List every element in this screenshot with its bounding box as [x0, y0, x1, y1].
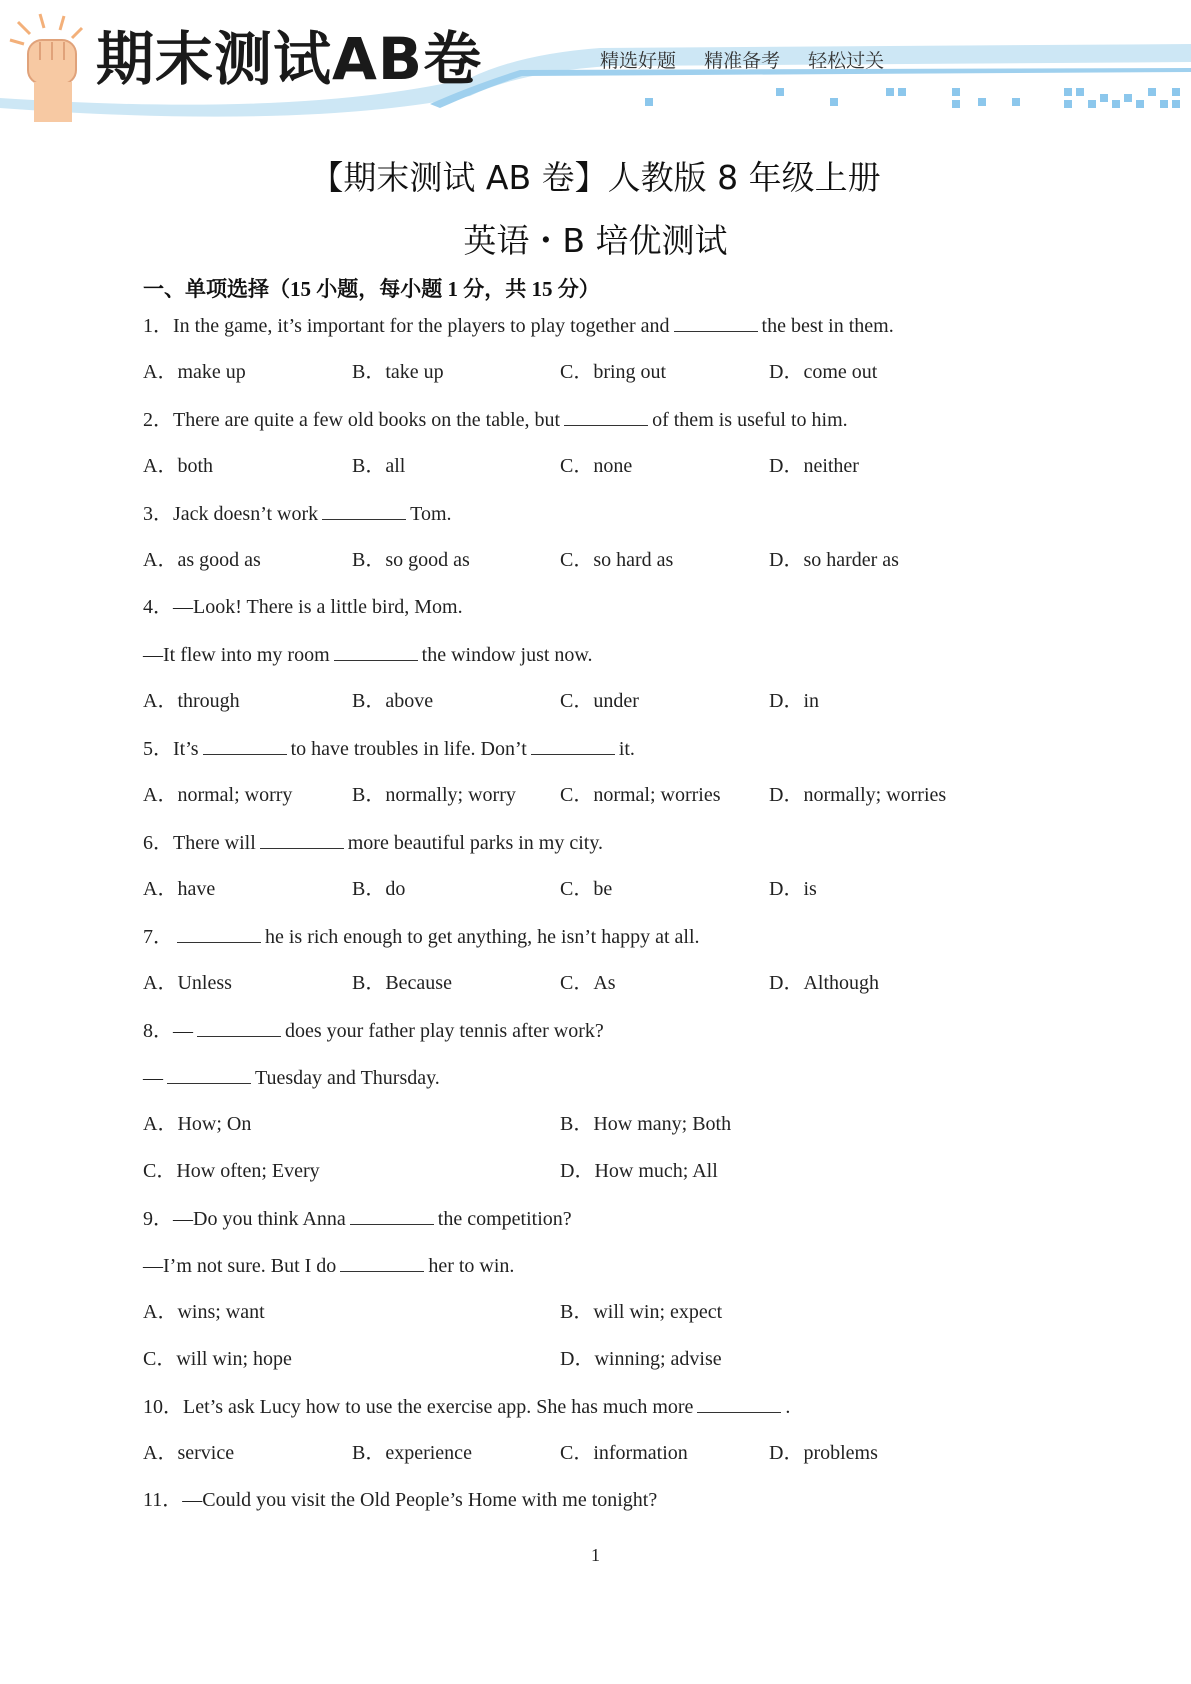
slogan-2: 精准备考: [704, 50, 781, 72]
question-text: .: [785, 1396, 791, 1418]
answer-blank: [203, 736, 287, 755]
question-9-reply: [143, 1253, 514, 1278]
option-d: D．winning; advise: [560, 1348, 722, 1370]
question-text: —Look! There is a little bird, Mom.: [173, 596, 463, 618]
answer-blank: [334, 642, 418, 661]
question-text: Tom.: [410, 503, 452, 525]
question-text: —Could you visit the Old People’s Home with me tonight?: [182, 1489, 658, 1511]
answer-blank: [697, 1394, 781, 1413]
question-text: In the game, it’s important for the players to play together and: [173, 315, 670, 337]
question-number: 3．: [143, 503, 173, 525]
question-number: 6．: [143, 832, 173, 854]
option-d: D．is: [769, 878, 817, 900]
question-text: does your father play tennis after work?: [285, 1020, 604, 1042]
question-text: There will: [173, 832, 256, 854]
option-d: D．normally; worries: [769, 784, 947, 806]
option-b: B．experience: [352, 1442, 472, 1464]
question-text: the best in them.: [761, 315, 894, 337]
section-heading: 一、单项选择（15 小题，每小题 1 分，共 15 分）: [143, 277, 600, 301]
question-text: Tuesday and Thursday.: [255, 1067, 440, 1089]
question-text: —: [173, 1020, 193, 1042]
question-text: to have troubles in life. Don’t: [290, 738, 527, 760]
slogan-3: 轻松过关: [808, 50, 885, 72]
option-a: A．service: [143, 1442, 235, 1464]
option-b: B．do: [352, 878, 406, 900]
brand-title: 期末测试AB卷: [96, 25, 483, 93]
page-number: 1: [591, 1545, 600, 1565]
question-text: the window just now.: [421, 644, 593, 666]
question-10: [143, 1394, 790, 1419]
option-a: A．Unless: [143, 972, 232, 994]
question-text: her to win.: [428, 1255, 515, 1277]
option-b: B．so good as: [352, 549, 470, 571]
question-5: [143, 736, 635, 761]
option-a: A．through: [143, 690, 240, 712]
option-c: C．normal; worries: [560, 784, 721, 806]
question-text: more beautiful parks in my city.: [347, 832, 604, 854]
answer-blank: [197, 1018, 281, 1037]
question-number: 11．: [143, 1489, 183, 1511]
option-a: A．wins; want: [143, 1301, 265, 1323]
question-text: —: [143, 1067, 163, 1089]
answer-blank: [167, 1065, 251, 1084]
option-d: D．problems: [769, 1442, 878, 1464]
option-a: A．How; On: [143, 1113, 252, 1135]
question-number: 9．: [143, 1208, 173, 1230]
slogan-bar: [600, 46, 906, 73]
option-a: A．make up: [143, 361, 246, 383]
question-7: [143, 924, 700, 949]
answer-blank: [531, 736, 615, 755]
question-6: [143, 830, 603, 855]
question-number: 7．: [143, 926, 173, 948]
question-text: —I’m not sure. But I do: [143, 1255, 337, 1277]
question-text: of them is useful to him.: [652, 409, 848, 431]
option-d: D．neither: [769, 455, 859, 477]
answer-blank: [260, 830, 344, 849]
question-text: it.: [618, 738, 635, 760]
answer-blank: [350, 1206, 434, 1225]
question-text: It’s: [173, 738, 199, 760]
question-text: —It flew into my room: [143, 644, 330, 666]
option-d: D．How much; All: [560, 1160, 718, 1182]
page-subtitle: 英语・B 培优测试: [463, 221, 728, 260]
option-c: C．information: [560, 1442, 688, 1464]
option-c: C．bring out: [560, 361, 667, 383]
option-c: C．As: [560, 972, 616, 994]
question-number: 10．: [143, 1396, 183, 1418]
question-4: [143, 595, 463, 619]
question-number: 1．: [143, 315, 173, 337]
question-text: Let’s ask Lucy how to use the exercise app. She has much more: [183, 1396, 694, 1418]
option-b: B．take up: [352, 361, 444, 383]
option-b: B．all: [352, 455, 406, 477]
answer-blank: [177, 924, 261, 943]
option-b: B．will win; expect: [560, 1301, 723, 1323]
question-3: [143, 501, 452, 526]
option-d: D．in: [769, 690, 819, 712]
option-d: D．so harder as: [769, 549, 899, 571]
answer-blank: [564, 407, 648, 426]
header-banner: [0, 0, 1191, 125]
question-1: [143, 313, 894, 338]
question-2: [143, 407, 848, 432]
answer-blank: [340, 1253, 424, 1272]
question-number: 4．: [143, 596, 173, 618]
question-number: 2．: [143, 409, 173, 431]
question-9: [143, 1206, 572, 1231]
option-d: D．come out: [769, 361, 878, 383]
fist-icon: [0, 0, 90, 125]
question-text: the competition?: [437, 1208, 572, 1230]
question-text: he is rich enough to get anything, he isn’t happy at all.: [265, 926, 700, 948]
question-4-reply: [143, 642, 593, 667]
question-number: 5．: [143, 738, 173, 760]
page-title: 【期末测试 AB 卷】人教版 8 年级上册: [310, 158, 881, 197]
slogan-1: 精选好题: [600, 50, 677, 72]
option-c: C．How often; Every: [143, 1160, 320, 1182]
option-d: D．Although: [769, 972, 879, 994]
question-11: [143, 1488, 657, 1512]
question-text: —Do you think Anna: [173, 1208, 346, 1230]
question-text: There are quite a few old books on the table, but: [173, 409, 561, 431]
answer-blank: [674, 313, 758, 332]
option-a: A．normal; worry: [143, 784, 293, 806]
option-c: C．will win; hope: [143, 1348, 292, 1370]
option-c: C．so hard as: [560, 549, 674, 571]
option-a: A．as good as: [143, 549, 261, 571]
question-text: Jack doesn’t work: [173, 503, 319, 525]
option-b: B．How many; Both: [560, 1113, 732, 1135]
answer-blank: [322, 501, 406, 520]
question-8: [143, 1018, 604, 1043]
option-b: B．above: [352, 690, 434, 712]
question-8-reply: [143, 1065, 440, 1090]
option-c: C．under: [560, 690, 639, 712]
option-a: A．both: [143, 455, 213, 477]
option-c: C．none: [560, 455, 633, 477]
question-number: 8．: [143, 1020, 173, 1042]
option-a: A．have: [143, 878, 216, 900]
option-b: B．normally; worry: [352, 784, 516, 806]
option-c: C．be: [560, 878, 613, 900]
option-b: B．Because: [352, 972, 452, 994]
